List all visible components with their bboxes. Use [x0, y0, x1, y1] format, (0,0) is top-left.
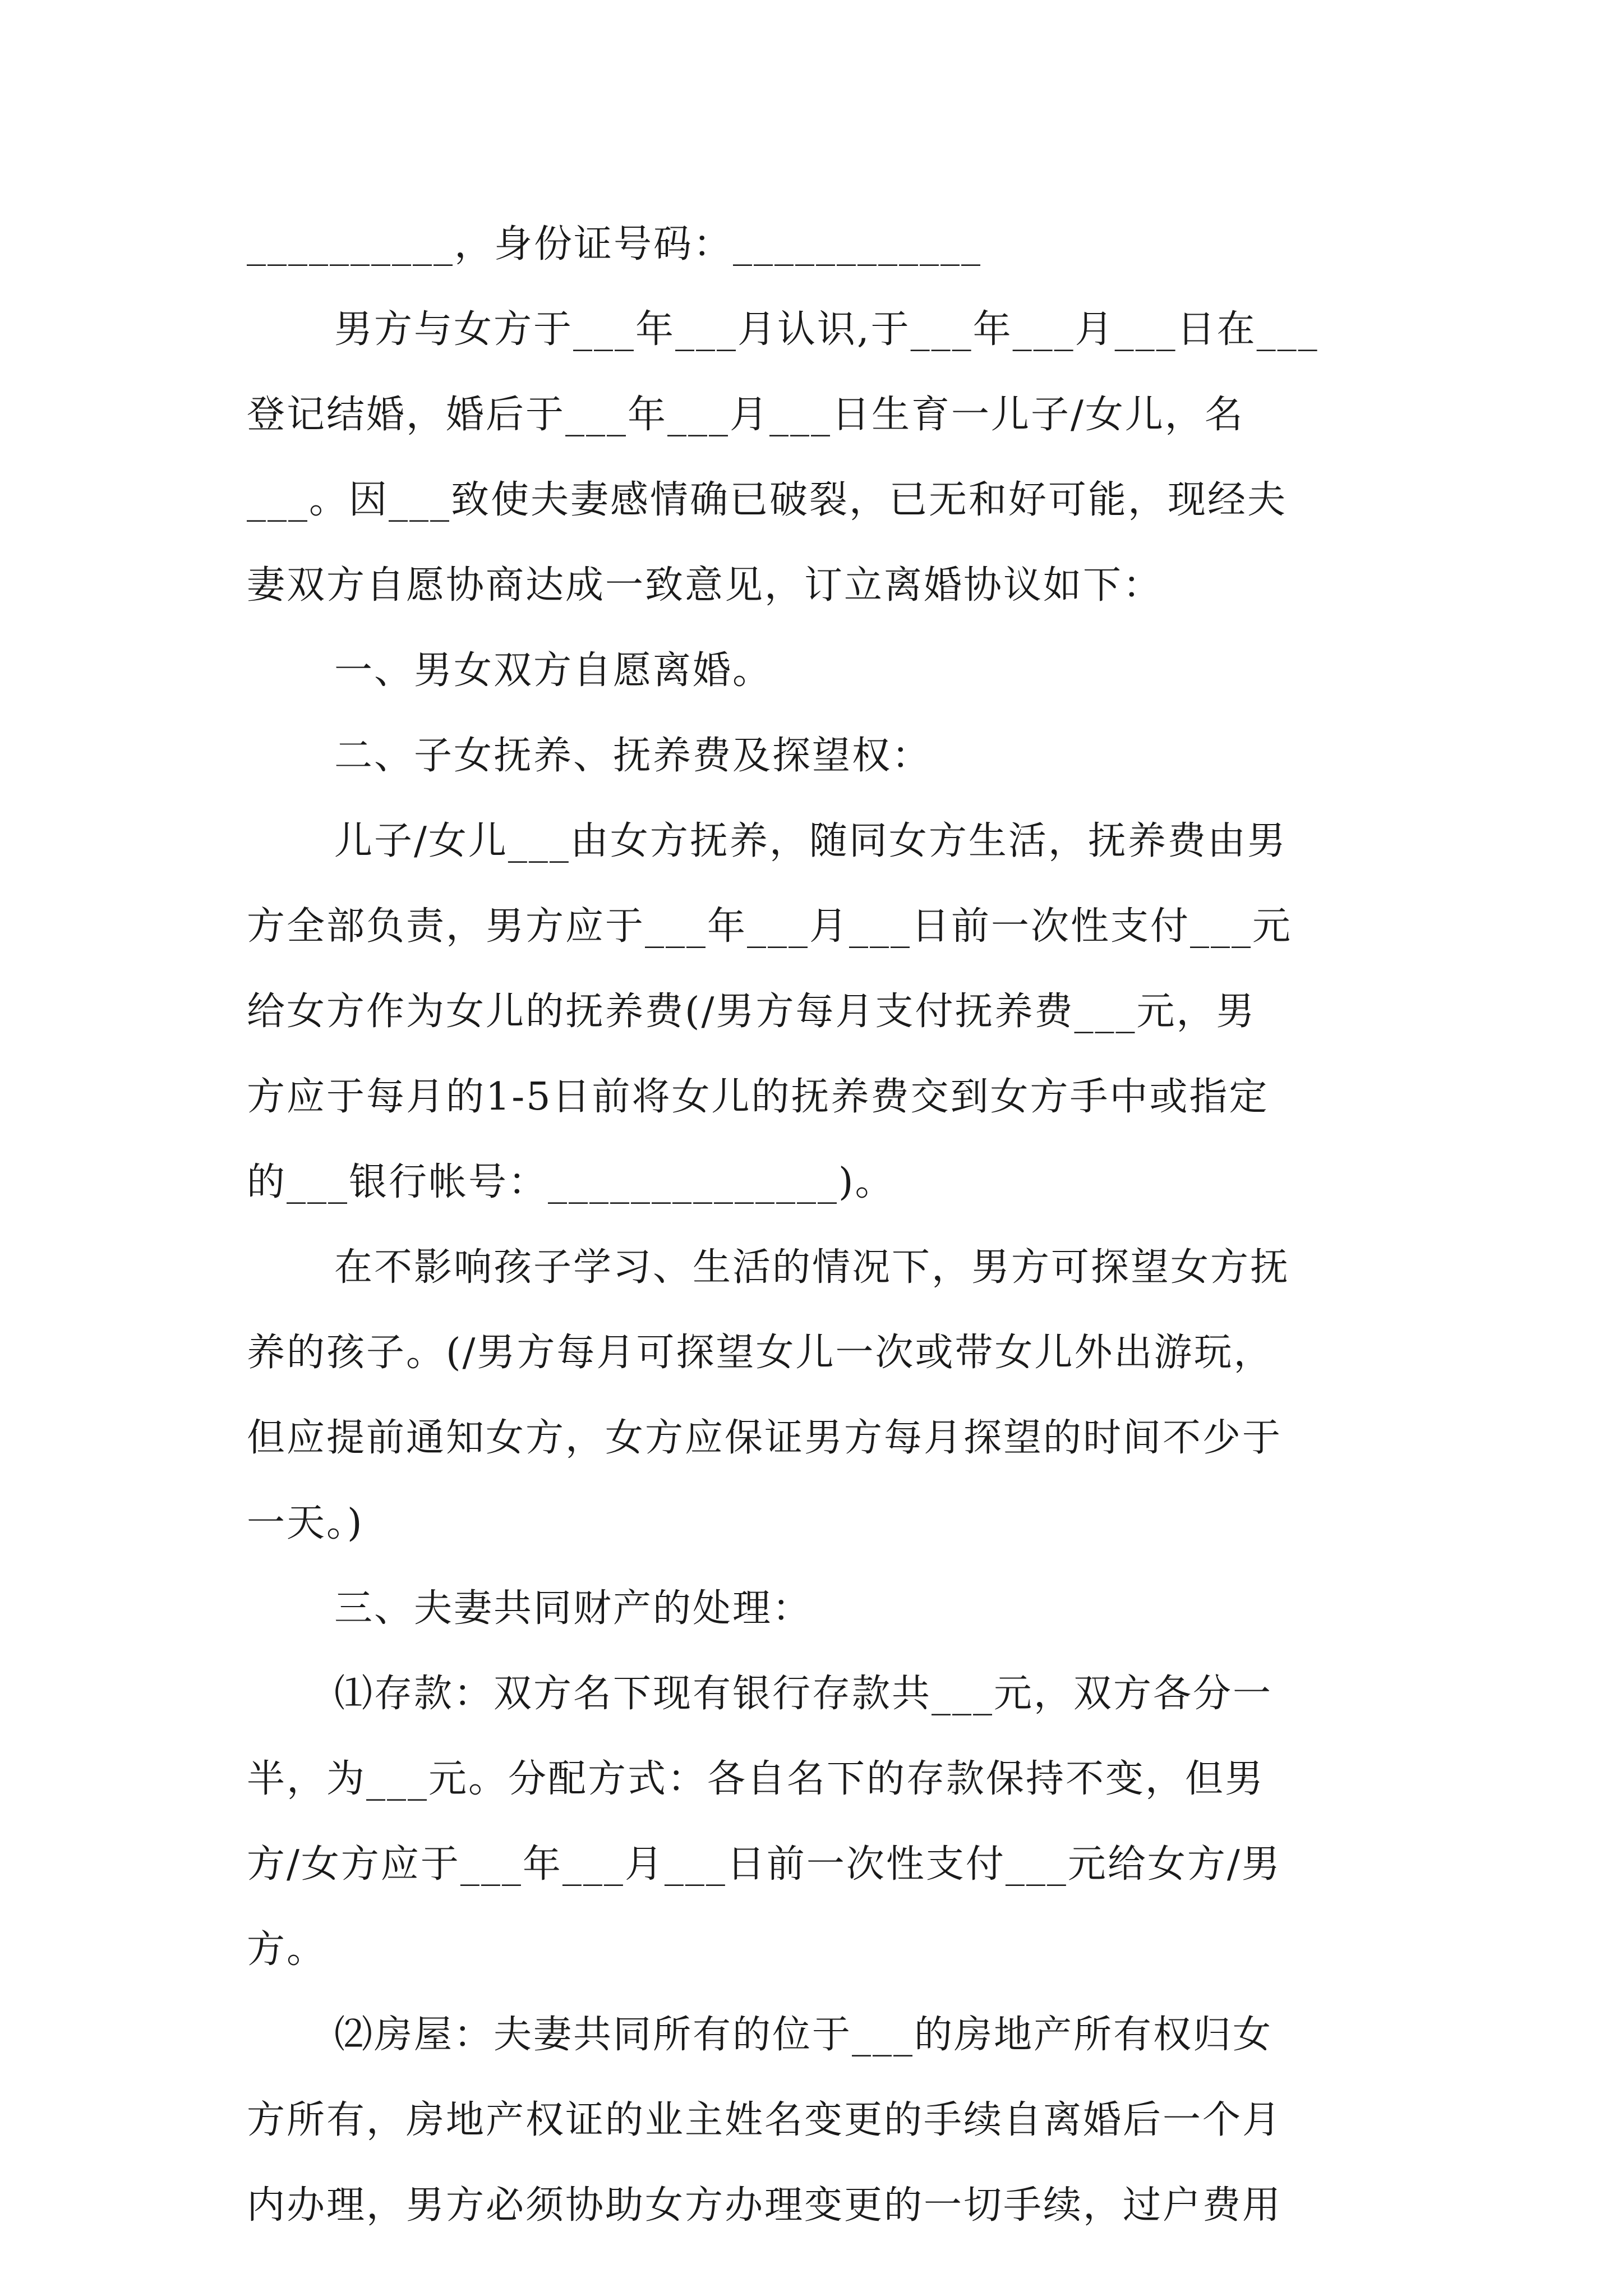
text-line: 方/女方应于___年___月___日前一次性支付___元给女方/男: [247, 1842, 1281, 1887]
text-line: ⑴存款：双方名下现有银行存款共___元，双方各分一: [334, 1672, 1273, 1716]
text-line: 一天。): [247, 1501, 364, 1545]
text-line: 男方与女方于___年___月认识,于___年___月___日在___: [334, 307, 1319, 352]
text-line: 妻双方自愿协商达成一致意见，订立离婚协议如下：: [247, 563, 1163, 608]
section-heading: 二、子女抚养、抚养费及探望权：: [334, 734, 932, 778]
text-line: 在不影响孩子学习、生活的情况下，男方可探望女方抚: [334, 1245, 1290, 1290]
text-line: 的___银行帐号：______________)。: [247, 1160, 895, 1204]
section-heading: 一、男女双方自愿离婚。: [334, 648, 773, 693]
text-line: 养的孩子。(/男方每月可探望女儿一次或带女儿外出游玩，: [247, 1331, 1274, 1375]
text-line: 内办理，男方必须协助女方办理变更的一切手续，过户费用: [247, 2183, 1283, 2228]
document-body: [247, 202, 1385, 2248]
text-line: 登记结婚，婚后于___年___月___日生育一儿子/女儿，名: [247, 393, 1244, 437]
text-line: 半，为___元。分配方式：各自名下的存款保持不变，但男: [247, 1757, 1265, 1801]
text-line: 给女方作为女儿的抚养费(/男方每月支付抚养费___元，男: [247, 990, 1256, 1034]
text-line: 方。: [247, 1927, 327, 1972]
text-line: ⑵房屋：夫妻共同所有的位于___的房地产所有权归女: [334, 2013, 1273, 2057]
text-line: 但应提前通知女方，女方应保证男方每月探望的时间不少于: [247, 1416, 1283, 1460]
text-line: ___。因___致使夫妻感情确已破裂，已无和好可能，现经夫: [247, 478, 1288, 522]
text-line: 方所有，房地产权证的业主姓名变更的手续自离婚后一个月: [247, 2098, 1283, 2142]
text-line: 儿子/女儿___由女方抚养，随同女方生活，抚养费由男: [334, 819, 1287, 863]
text-line: 方全部负责，男方应于___年___月___日前一次性支付___元: [247, 904, 1293, 949]
text-line: __________，身份证号码：____________: [247, 222, 983, 266]
text-line: 方应于每月的1-5日前将女儿的抚养费交到女方手中或指定: [247, 1075, 1269, 1119]
section-heading: 三、夫妻共同财产的处理：: [334, 1586, 813, 1631]
